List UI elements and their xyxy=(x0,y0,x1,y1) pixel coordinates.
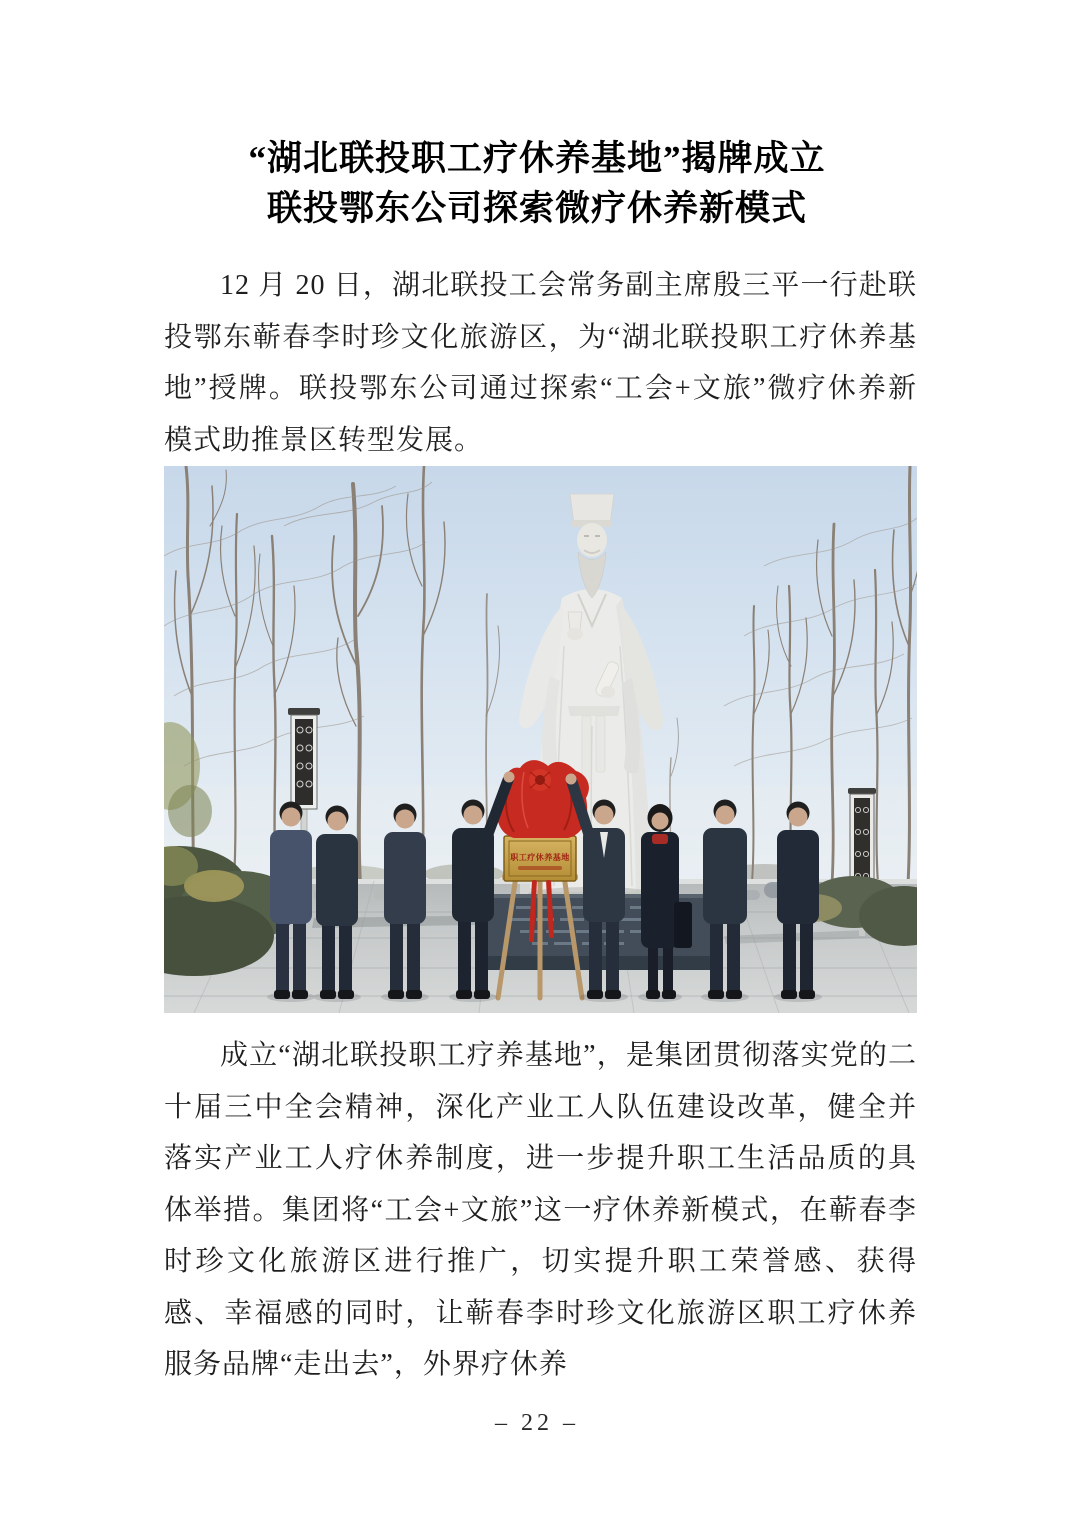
page-number: – 22 – xyxy=(495,1410,579,1436)
title-line-2: 联投鄂东公司探索微疗休养新模式 xyxy=(266,189,807,228)
ceremony-photo-svg xyxy=(164,466,917,1013)
unveiling-plaque xyxy=(504,836,576,881)
plaque-label: 职工疗休养基地 xyxy=(510,853,570,862)
title-line-1: “湖北联投职工疗休养基地”揭牌成立 xyxy=(248,139,826,178)
paragraph-2: 成立“湖北联投职工疗养基地”，是集团贯彻落实党的二十届三中全会精神，深化产业工人队伍建设改革，健全并落实产业工人疗休养制度，进一步提升职工生活品质的具体举措。集团将“工会+文旅”这一疗休养新模式，在蕲春李时珍文化旅游区进行推广，切实提升职工荣誉感、获得感、幸福感的同时，让蕲春李时珍文化旅游区职工疗休养服务品牌“走出去”，外界疗休养 xyxy=(164,1040,917,1380)
article-title xyxy=(0,134,1074,234)
paragraph-1: 12 月 20 日，湖北联投工会常务副主席殷三平一行赴联投鄂东蕲春李时珍文化旅游区，为“湖北联投职工疗休养基地”授牌。联投鄂东公司通过探索“工会+文旅”微疗休养新模式助推景区转型发展。 xyxy=(164,270,917,456)
ceremony-photo xyxy=(164,466,917,1013)
